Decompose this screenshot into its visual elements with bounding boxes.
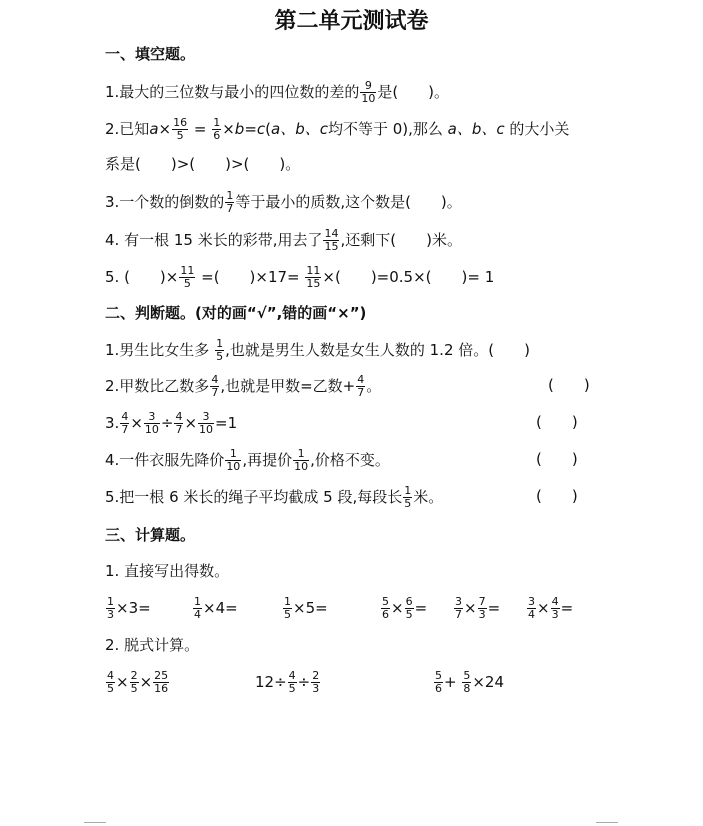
section-1-heading: 一、填空题。 [105,45,196,63]
answer-paren-2-2[interactable]: ( ) [548,376,590,394]
direct-calc-4: $\frac{5}{6}$ × $\frac{6}{5}$ = [382,595,428,621]
question-2-4: 4.一件衣服先降价 $\frac{1}{10}$ ,再提价 $\frac{1}{10}$ ,价格不变。 [105,447,390,473]
question-2-1: 1.男生比女生多 $\frac{1}{5}$ ,也就是男生人数是女生人数的 1.2 倍。( ) [105,337,530,363]
page-corner-mark-left [84,822,106,823]
question-2-5: 5.把一根 6 米长的绳子平均截成 5 段,每段长 $\frac{1}{5}$ 米。 [105,484,444,510]
direct-calc-6: $\frac{3}{4}$ × $\frac{4}{3}$ = [528,595,574,621]
part-1-label: 1. 直接写出得数。 [105,562,230,580]
question-1-3: 3.一个数的倒数的 $\frac{1}{7}$ 等于最小的质数,这个数是( )。 [105,189,462,215]
direct-calc-5: $\frac{3}{7}$ × $\frac{7}{3}$ = [455,595,501,621]
question-2-2: 2.甲数比乙数多 $\frac{4}{7}$ ,也就是甲数=乙数+ $\frac{4}{7}$ 。 [105,373,382,399]
answer-paren-2-3[interactable]: ( ) [536,413,578,431]
question-1-2: 2.已知a× $\frac{16}{5}$ = $\frac{1}{6}$ ×b=c(a、b、c均不等于 0),那么 a、b、c 的大小关 [105,116,570,142]
direct-calc-1: $\frac{1}{3}$ ×3= [107,595,151,621]
question-2-3: 3. $\frac{4}{7}$ × $\frac{3}{10}$ ÷ $\frac{4}{7}$ × $\frac{3}{10}$ =1 [105,410,238,436]
section-3-heading: 三、计算题。 [105,526,196,544]
expression-2: 12÷ $\frac{4}{5}$ ÷ $\frac{2}{3}$ [255,669,320,695]
section-2-heading: 二、判断题。(对的画“√”,错的画“×”) [105,304,367,322]
direct-calc-3: $\frac{1}{5}$ ×5= [284,595,328,621]
expression-1: $\frac{4}{5}$ × $\frac{2}{5}$ × $\frac{25}{16}$ [107,669,169,695]
answer-paren-2-5[interactable]: ( ) [536,487,578,505]
expression-3: $\frac{5}{6}$ + $\frac{5}{8}$ ×24 [435,669,504,695]
direct-calc-2: $\frac{1}{4}$ ×4= [194,595,238,621]
question-1-1: 1.最大的三位数与最小的四位数的差的 $\frac{9}{10}$ 是( )。 [105,79,450,105]
part-2-label: 2. 脱式计算。 [105,636,200,654]
answer-paren-2-4[interactable]: ( ) [536,450,578,468]
question-1-2-cont: 系是( )>( )>( )。 [105,155,301,173]
question-1-5: 5. ( )× $\frac{11}{5}$ =( )×17= $\frac{11}{15}$ ×( )=0.5×( )= 1 [105,264,495,290]
page-title: 第二单元测试卷 [274,8,429,34]
question-1-4: 4. 有一根 15 米长的彩带,用去了 $\frac{14}{15}$ ,还剩下( )米。 [105,227,462,253]
page-corner-mark-right [596,822,618,823]
